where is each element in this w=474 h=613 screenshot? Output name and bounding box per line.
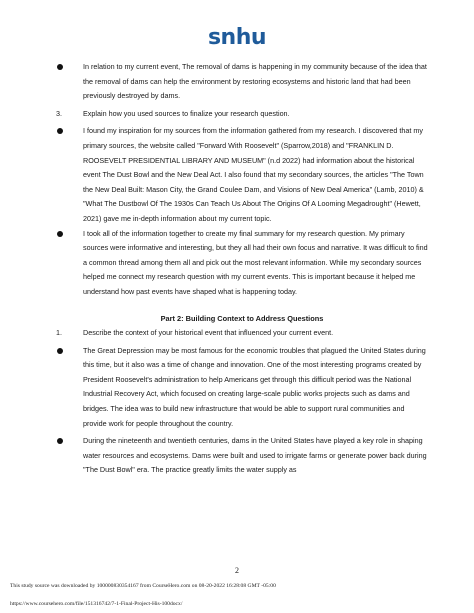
question-text: Explain how you used sources to finalize your research question. bbox=[83, 108, 290, 118]
item-number: 3. bbox=[56, 108, 62, 118]
bullet-icon bbox=[57, 438, 63, 444]
download-notice: This study source was downloaded by 100000830354167 from CourseHero.com on 08-20-2022 16:28:08 GMT -05:00 bbox=[10, 583, 276, 589]
numbered-item bbox=[56, 107, 428, 122]
bullet-item bbox=[56, 124, 428, 226]
bullet-item bbox=[56, 227, 428, 300]
bullet-item bbox=[56, 344, 428, 432]
item-number: 1. bbox=[56, 328, 62, 338]
section-heading: Part 2: Building Context to Address Questions bbox=[160, 313, 324, 323]
paragraph-text: I took all of the information together to create my final summary for my research question. My primary sources were informative and interesting, but they all had their own focus and narrative. It was difficult to find a common thread among them all and pick out the most relevant information. While my secondary sources helped me connect my research question with my current events. This is important because it helped me understand how past events have shaped what is happening today. bbox=[83, 228, 428, 296]
document-body bbox=[56, 60, 428, 478]
source-url: https://www.coursehero.com/file/151316742/7-1-Final-Project-His-100docx/ bbox=[10, 601, 183, 607]
page-number: 2 bbox=[235, 566, 239, 575]
bullet-icon bbox=[57, 64, 63, 70]
bullet-icon bbox=[57, 128, 63, 134]
question-text: Describe the context of your historical event that influenced your current event. bbox=[83, 328, 334, 338]
numbered-item bbox=[56, 326, 428, 341]
paragraph-text: In relation to my current event, The removal of dams is happening in my community because of the idea that the removal of dams can help the environment by restoring ecosystems and historic land that had been previously destroyed by dams. bbox=[83, 62, 427, 101]
bullet-item bbox=[56, 434, 428, 478]
paragraph-text: The Great Depression may be most famous for the economic troubles that plagued the United States during this time, but it also was a time of change and innovation. One of the most interesting programs created by President Roosevelt's administration to help Americans get through this difficult period was the National Industrial Recovery Act, which focused on creating large-scale public works projects such as dams and bridges. The idea was to build new infrastructure that would be able to support rural communities and provide work for people throughout the country. bbox=[83, 345, 426, 428]
paragraph-text: During the nineteenth and twentieth centuries, dams in the United States have played a key role in shaping water resources and ecosystems. Dams were built and used to irrigate farms or generate power back during "The Dust Bowl" era. The practice greatly limits the water supply as bbox=[83, 436, 427, 475]
bullet-icon bbox=[57, 348, 63, 354]
bullet-item bbox=[56, 60, 428, 104]
snhu-logo: snhu bbox=[207, 25, 267, 50]
bullet-icon bbox=[57, 231, 63, 237]
paragraph-text: I found my inspiration for my sources from the information gathered from my research. I discovered that my primary sources, the website called "Forward With Roosevelt" (Sparrow,2018) and "FRANKLIN D. ROOSEVELT PRESIDENTIAL LIBRARY AND MUSEUM" (n.d 2022) had information about the historical event The Dust Bowl and the New Deal Act. I also found that my secondary sources, the articles "The Town the New Deal Built: Mason City, the Grand Coulee Dam, and Visions of New Deal America" (Lamb, 2010) & "What The Dustbowl Of The 1930s Can Teach Us About The Origins Of A Looming Megadrought" (Hewett, 2021) gave me in-depth information about my current topic. bbox=[83, 126, 424, 223]
